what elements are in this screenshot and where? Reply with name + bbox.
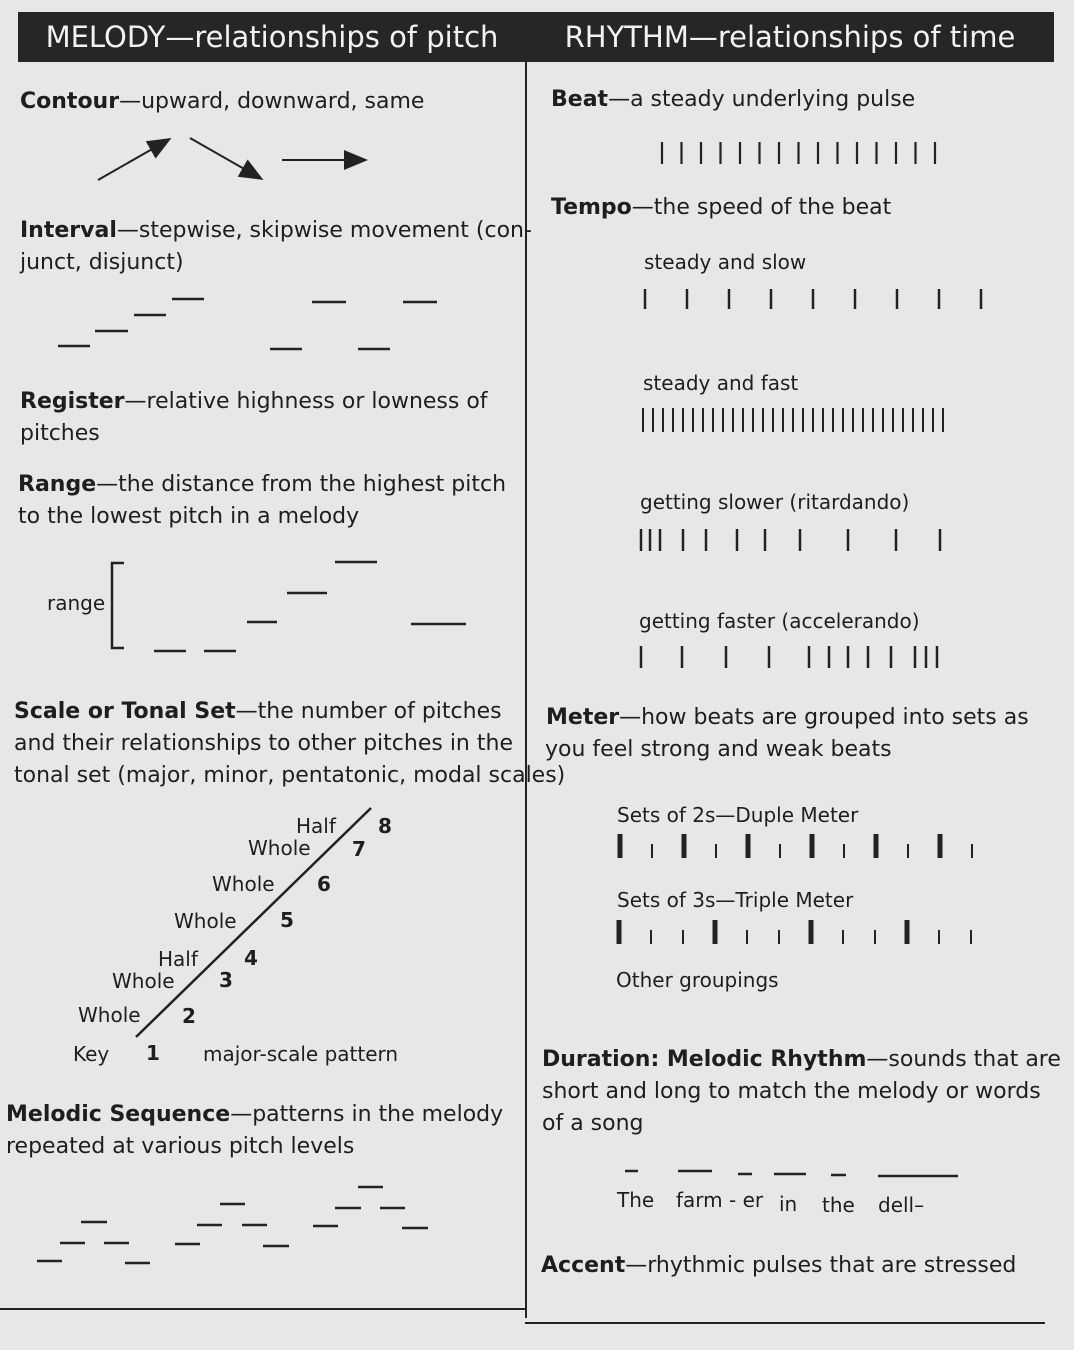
interval-definition-cont: junct, disjunct) [20, 250, 184, 275]
range-definition-cont: to the lowest pitch in a melody [18, 504, 360, 529]
range-bracket-label: range [47, 591, 106, 615]
range-dashes [154, 562, 466, 651]
accelerando-label: getting faster (accelerando) [639, 609, 920, 633]
duration-definition-cont1: short and long to match the melody or words [542, 1079, 1041, 1104]
other-groupings-label: Other groupings [616, 968, 779, 992]
duration-definition-cont2: of a song [542, 1111, 644, 1136]
scale-degree: 3 [219, 968, 233, 992]
step-label: Whole [112, 969, 175, 993]
sequence-definition: Melodic Sequence—patterns in the melody [6, 1102, 504, 1127]
accent-definition: Accent—rhythmic pulses that are stressed [541, 1253, 1017, 1278]
range-definition: Range—the distance from the highest pitch [18, 472, 507, 497]
tempo-slow-label: steady and slow [644, 250, 807, 274]
melody-header: MELODY—relationships of pitch [45, 20, 499, 54]
lyric-word: in [779, 1192, 798, 1216]
scale-definition-cont1: and their relationships to other pitches in the [14, 731, 513, 756]
duple-meter-label: Sets of 2s—Duple Meter [617, 803, 859, 827]
sequence-dashes [37, 1187, 428, 1263]
scale-degree: 5 [280, 908, 294, 932]
register-definition: Register—relative highness or lowness of [20, 389, 488, 414]
meter-definition-cont: you feel strong and weak beats [545, 737, 892, 762]
scale-degree: 4 [244, 946, 258, 970]
lyric-word: farm - er [676, 1188, 764, 1212]
step-label: Whole [78, 1003, 141, 1027]
lyric-word: The [617, 1188, 655, 1212]
contour-down-arrow [190, 138, 260, 178]
contour-definition: Contour—upward, downward, same [20, 89, 425, 114]
scale-degree: 6 [317, 872, 331, 896]
scale-diagonal [136, 808, 371, 1037]
scale-definition-cont2: tonal set (major, minor, pentatonic, modal scales) [14, 763, 566, 788]
triple-meter-label: Sets of 3s—Triple Meter [617, 888, 854, 912]
tempo-definition: Tempo—the speed of the beat [551, 195, 892, 220]
scale-degree: 1 [146, 1041, 160, 1065]
interval-definition: Interval—stepwise, skipwise movement (con- [20, 218, 532, 243]
step-label: Half [296, 814, 336, 838]
ritardando-label: getting slower (ritardando) [640, 490, 910, 514]
interval-dashes [58, 299, 437, 349]
scale-degree: 8 [378, 814, 392, 838]
range-bracket [112, 563, 124, 648]
step-label: Whole [174, 909, 237, 933]
pattern-label: major-scale pattern [203, 1042, 399, 1066]
tempo-fast-label: steady and fast [643, 371, 799, 395]
lyric-word: dell– [878, 1193, 925, 1217]
sequence-definition-cont: repeated at various pitch levels [6, 1134, 355, 1159]
scale-degree: 2 [182, 1004, 196, 1028]
beat-definition: Beat—a steady underlying pulse [551, 87, 916, 112]
key-label: Key [73, 1042, 110, 1066]
rhythm-tick-marks [619, 142, 981, 944]
lyric-word: the [822, 1193, 855, 1217]
duration-definition: Duration: Melodic Rhythm—sounds that are [542, 1047, 1061, 1072]
duration-dashes [625, 1171, 958, 1176]
step-label: Whole [212, 872, 275, 896]
meter-definition: Meter—how beats are grouped into sets as [546, 705, 1029, 730]
step-label: Whole [248, 836, 311, 860]
scale-degree: 7 [352, 837, 366, 861]
contour-up-arrow [98, 140, 168, 180]
rhythm-header: RHYTHM—relationships of time [564, 20, 1016, 54]
step-label: Half [158, 947, 198, 971]
scale-definition: Scale or Tonal Set—the number of pitches [14, 699, 502, 724]
register-definition-cont: pitches [20, 421, 100, 446]
